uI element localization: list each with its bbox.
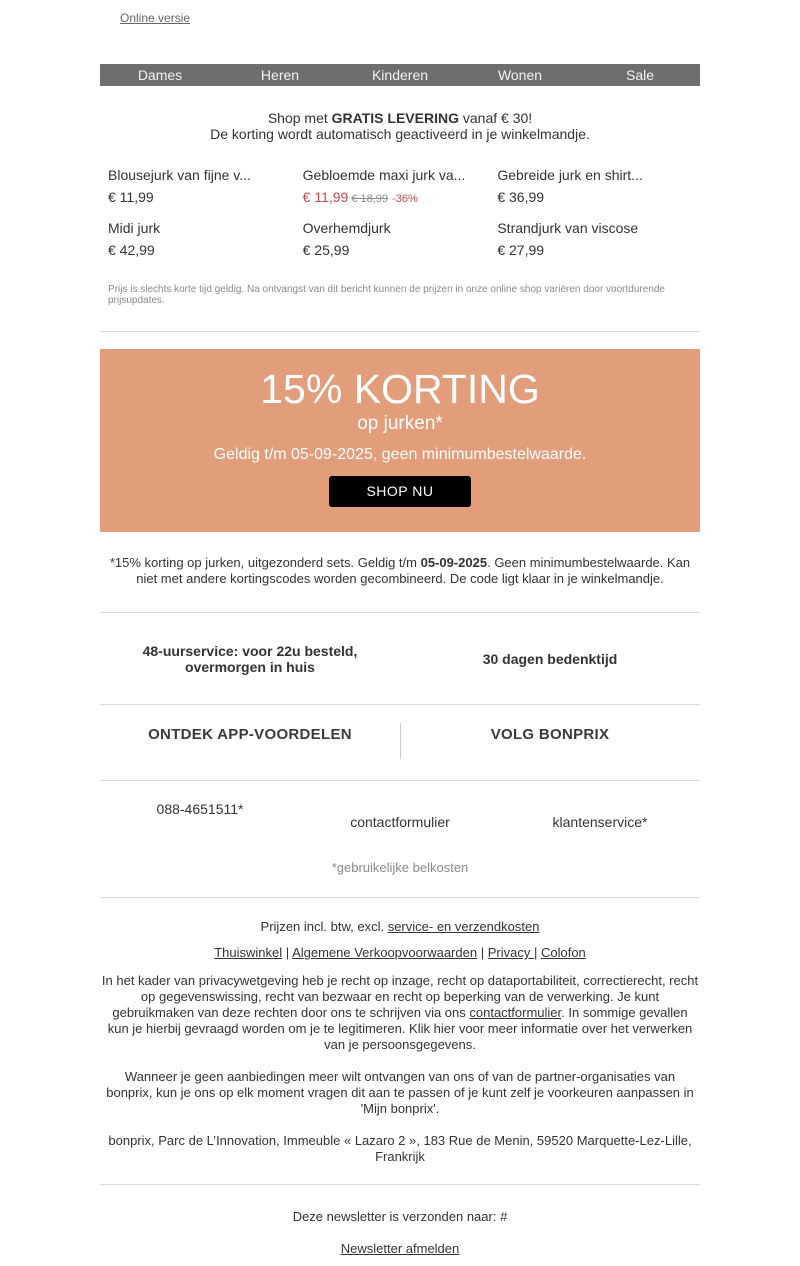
free-shipping-message: [100, 110, 700, 142]
product-item[interactable]: [303, 221, 498, 258]
product-price: € 25,99: [302, 242, 350, 258]
customer-service: [500, 801, 700, 830]
unsubscribe-row: [100, 1241, 700, 1256]
free-shipping-line2: De korting wordt automatisch geactiveerd in je winkelmandje.: [210, 126, 590, 142]
thuiswinkel-link[interactable]: Thuiswinkel: [214, 945, 283, 960]
divider: [100, 780, 700, 781]
contact-row: [100, 801, 700, 830]
app-social-row: [100, 705, 700, 780]
product-column-3: [497, 168, 692, 274]
link-separator: |: [533, 945, 538, 960]
price-validity-disclaimer: Prijs is slechts korte tijd geldig. Na ontvangst van dit bericht kunnen de prijzen in onze online shop variëren door voortdurende prijsupdates.: [108, 284, 665, 306]
company-address: bonprix, Parc de L’Innovation, Immeuble « Lazaro 2 », 183 Rue de Menin, 59520 Marquette-Lez-Lille, Frankrijk: [108, 1133, 692, 1164]
product-item[interactable]: [497, 168, 692, 205]
product-title[interactable]: Strandjurk van viscose: [497, 220, 639, 236]
product-item[interactable]: [497, 221, 692, 258]
contact-form: [300, 801, 500, 830]
shop-now-button[interactable]: SHOP NU: [329, 476, 471, 507]
category-nav: [100, 64, 700, 86]
product-column-2: [303, 168, 498, 274]
unsubscribe-link[interactable]: Newsletter afmelden: [340, 1241, 460, 1256]
terms-valid-date: 05-09-2025: [420, 555, 488, 570]
return-policy-text: 30 dagen bedenktijd: [482, 651, 618, 667]
terms-link[interactable]: Algemene Verkoopvoorwaarden: [292, 945, 478, 960]
product-price: € 42,99: [108, 242, 155, 258]
more-info-link[interactable]: hier: [433, 1021, 456, 1036]
shipping-costs-link[interactable]: service- en verzendkosten: [387, 919, 540, 934]
app-benefits-heading: ONTDEK APP-VOORDELEN: [148, 726, 352, 743]
phone-link[interactable]: 088-4651511*: [156, 801, 244, 817]
product-title[interactable]: Midi jurk: [108, 220, 161, 236]
product-column-1: [108, 168, 303, 274]
colofon-link[interactable]: Colofon: [540, 945, 586, 960]
online-version-link[interactable]: Online versie: [120, 11, 191, 25]
privacy-paragraph: In het kader van privacywetgeving heb je recht op inzage, recht op dataportabiliteit, correctierecht, recht op gegevenswissing, recht van bezwaar en recht op beperking van de verwerking. Je kunt gebruikmaken van deze rechten door ons te schrijven via ons contactformulier. In sommige gevallen kun je hierbij gevraagd worden om je te legitimeren. Klik hier voor meer informatie over het verwerken van je persoonsgegevens.: [101, 973, 699, 1052]
discount-badge: -36%: [392, 193, 418, 205]
call-costs-note: *gebruikelijke belkosten: [331, 860, 469, 875]
newsletter-email: [100, 0, 700, 1256]
nav-item-heren[interactable]: Heren: [260, 67, 300, 83]
nav-item-wonen[interactable]: Wonen: [497, 67, 543, 83]
banner-headline: 15% KORTING: [260, 366, 540, 412]
nav-item-kinderen[interactable]: Kinderen: [371, 67, 429, 83]
old-price: € 18,99: [351, 193, 389, 205]
divider: [100, 897, 700, 898]
partner-optout-paragraph: Wanneer je geen aanbiedingen meer wilt ontvangen van ons of van de partner-organisaties van bonprix, kun je ons op elk moment vragen dit aan te passen of je kunt zelf je voorkeuren aanpassen in 'Mijn bonprix'.: [106, 1069, 694, 1116]
contact-form-footer-link[interactable]: contactformulier: [469, 1005, 562, 1020]
link-separator: |: [285, 945, 290, 960]
discount-terms: *15% korting op jurken, uitgezonderd sets. Geldig t/m 05-09-2025. Geen minimumbestelwaarde. Kan niet met andere kortingscodes worden gecombineerd. De code ligt klaar in je winkelmandje.: [109, 555, 691, 586]
product-title[interactable]: Overhemdjurk: [302, 220, 391, 236]
delivery-service-text: 48-uurservice: voor 22u besteld, overmorgen in huis: [142, 643, 358, 675]
vertical-divider: [400, 723, 401, 759]
nav-item-dames[interactable]: Dames: [137, 67, 183, 83]
divider: [100, 331, 700, 332]
privacy-link[interactable]: Privacy: [487, 945, 534, 960]
product-price: € 36,99: [497, 189, 545, 205]
product-title[interactable]: Gebloemde maxi jurk va...: [302, 167, 466, 183]
product-title[interactable]: Blousejurk van fijne v...: [108, 167, 251, 183]
banner-subline: op jurken*: [357, 413, 443, 434]
product-price: € 11,99: [108, 189, 154, 205]
contact-form-link[interactable]: contactformulier: [350, 814, 450, 830]
free-shipping-line1: Shop met GRATIS LEVERING vanaf € 30!: [267, 110, 533, 126]
service-benefits-row: [100, 613, 700, 704]
discount-banner: [100, 349, 700, 532]
product-price: € 27,99: [497, 242, 545, 258]
divider: [100, 1184, 700, 1185]
legal-links-row: [100, 945, 700, 961]
phone-number: [100, 801, 300, 830]
customer-service-link[interactable]: klantenservice*: [552, 814, 648, 830]
banner-validity-text: Geldig t/m 05-09-2025, geen minimumbestelwaarde.: [213, 446, 587, 463]
product-item[interactable]: [303, 168, 498, 205]
link-separator: |: [480, 945, 485, 960]
follow-bonprix-heading: VOLG BONPRIX: [490, 726, 610, 743]
product-title[interactable]: Gebreide jurk en shirt...: [497, 167, 643, 183]
sale-price: € 11,99: [302, 189, 349, 205]
product-item[interactable]: [108, 168, 303, 205]
nav-item-sale[interactable]: Sale: [625, 67, 655, 83]
product-grid: [100, 168, 700, 274]
product-price: [303, 189, 498, 205]
sent-to-line: Deze newsletter is verzonden naar: #: [292, 1209, 508, 1224]
product-item[interactable]: [108, 221, 303, 258]
prices-info-line: Prijzen incl. btw, excl. service- en verzendkosten: [260, 919, 540, 934]
